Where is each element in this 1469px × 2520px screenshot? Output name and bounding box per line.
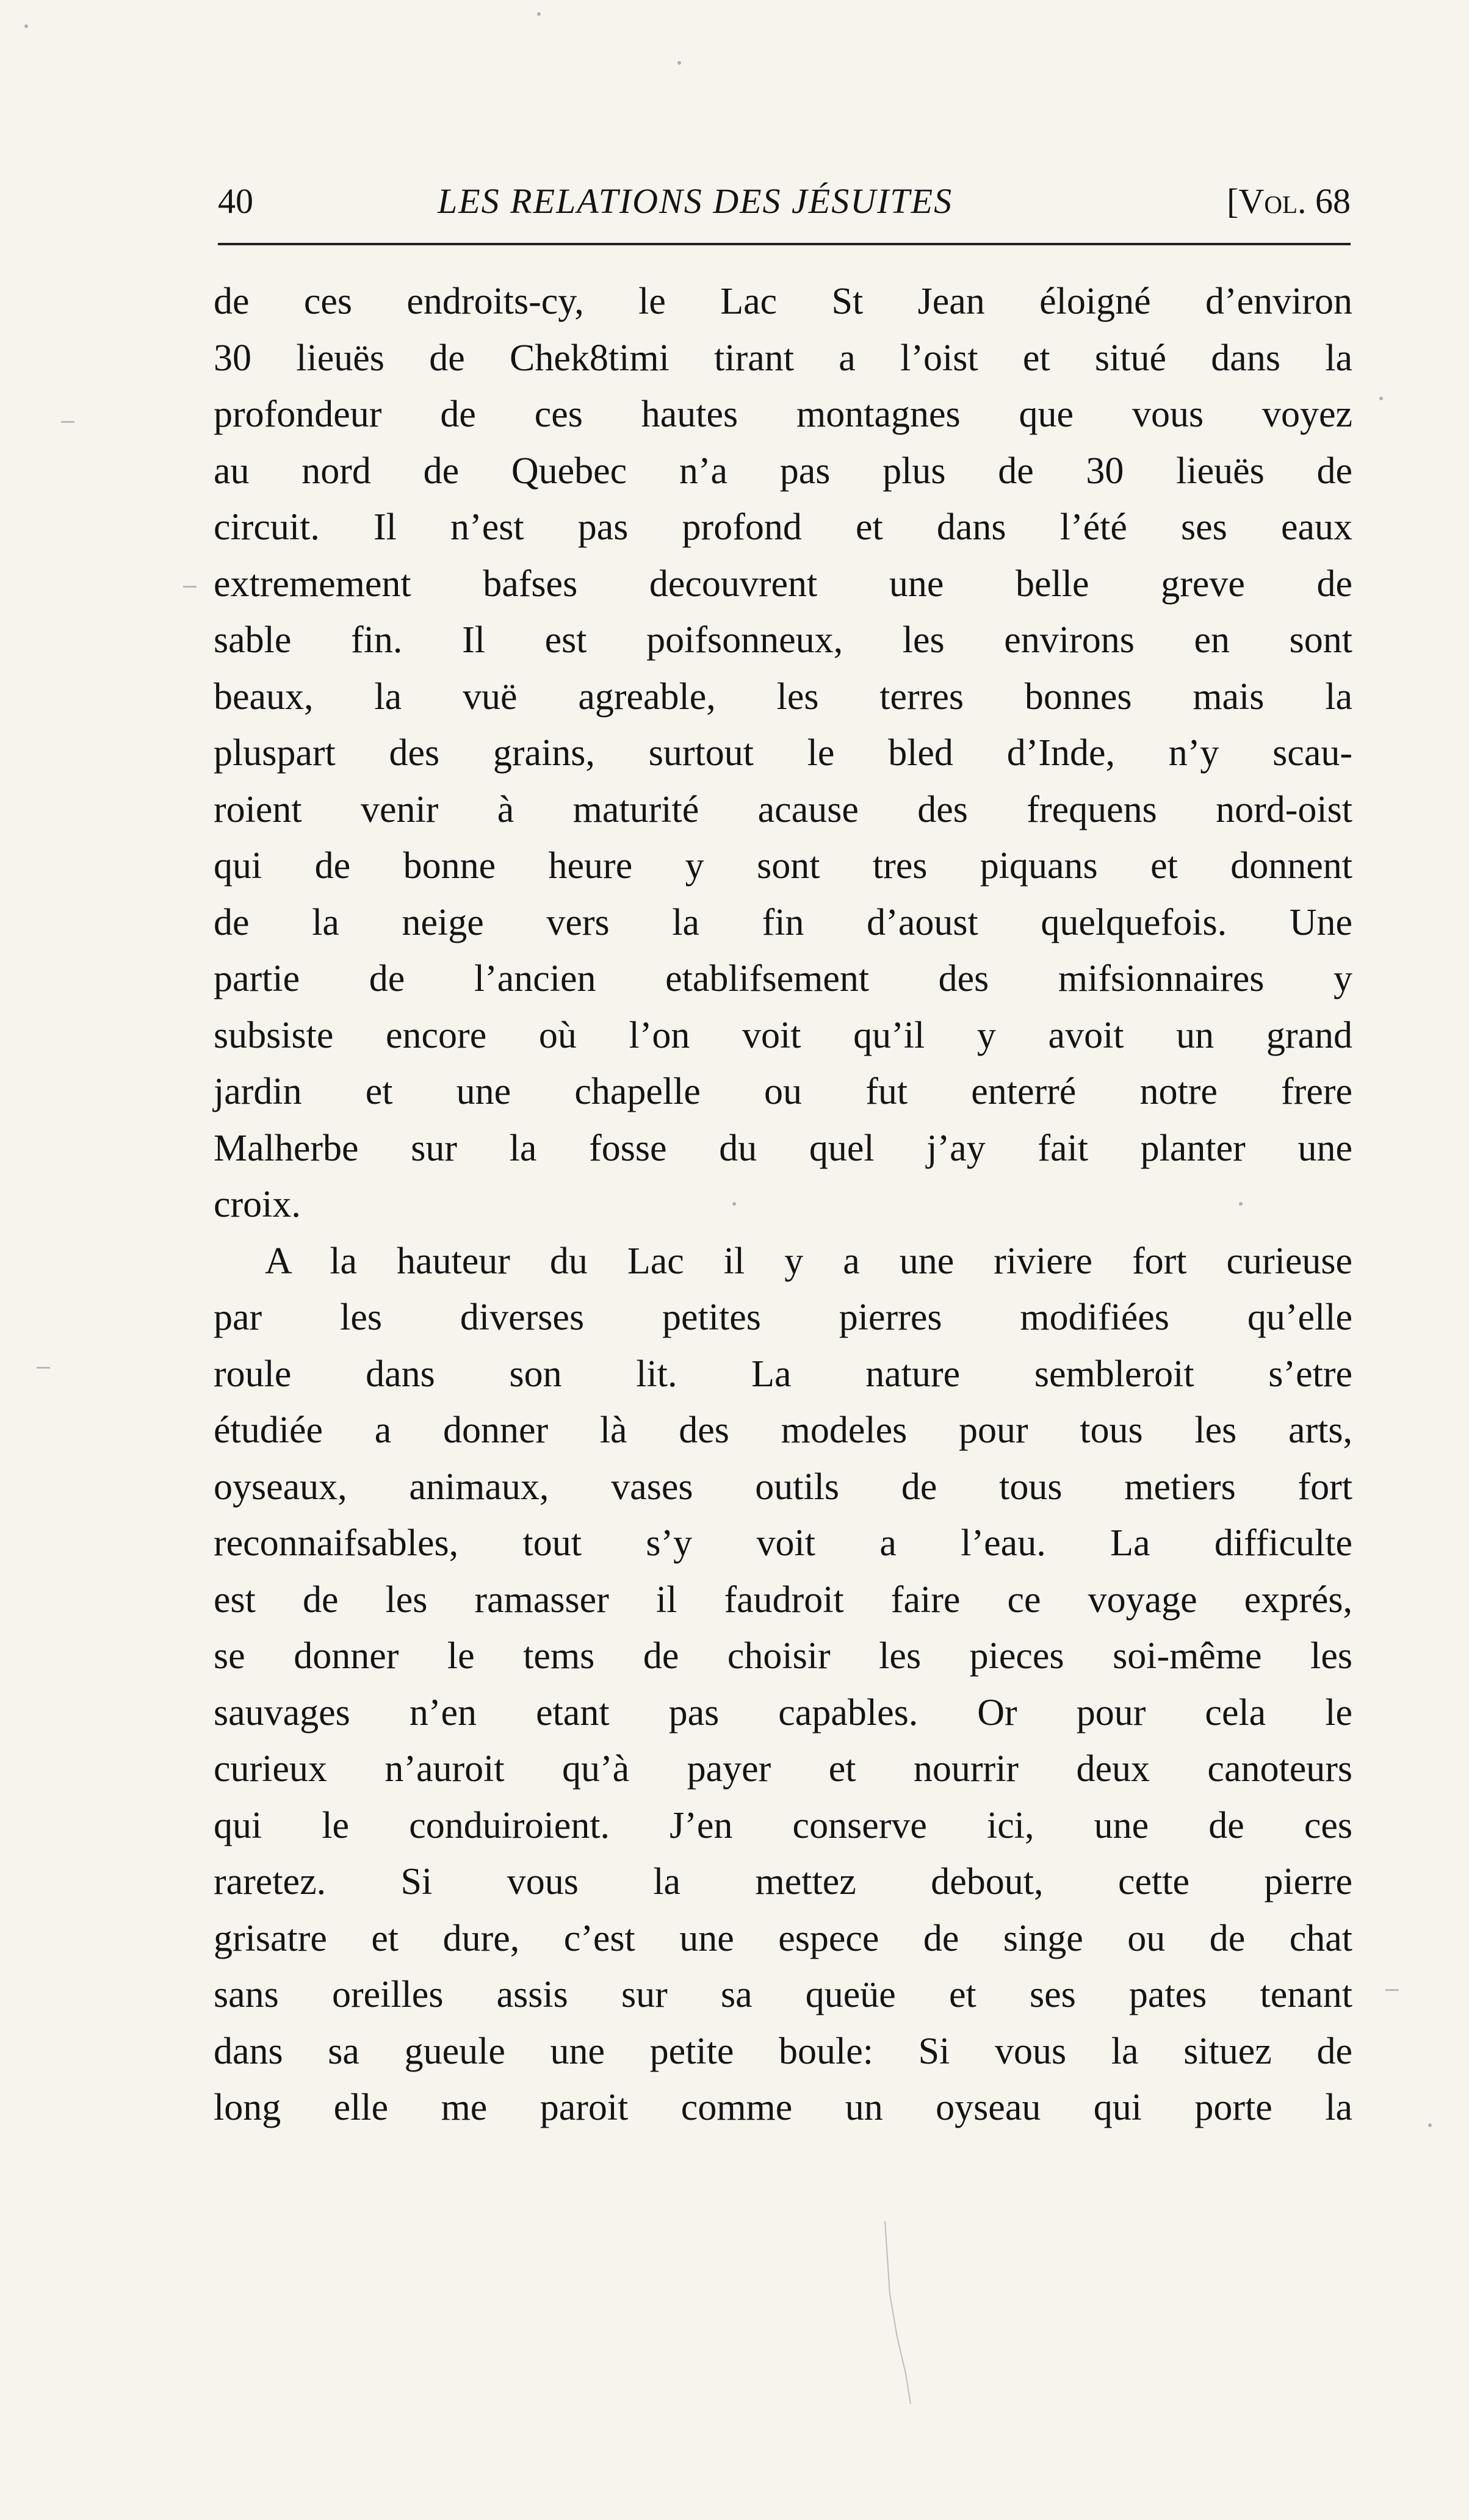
text-line: partie de l’ancien etablifsement des mifsionnaires y: [214, 958, 1352, 999]
text-line: raretez. Si vous la mettez debout, cette pierre: [214, 1861, 1352, 1903]
text-line: au nord de Quebec n’a pas plus de 30 lieuës de: [214, 450, 1352, 492]
text-line: subsiste encore où l’on voit qu’il y avoit un grand: [214, 1014, 1352, 1056]
text-line: de ces endroits-cy, le Lac St Jean éloigné d’environ: [214, 281, 1352, 322]
page-number: 40: [218, 181, 253, 221]
body-text: [214, 273, 1352, 2136]
text-line: sans oreilles assis sur sa queüe et ses pates tenant: [214, 1974, 1352, 2015]
text-line: croix.: [214, 1184, 301, 1225]
text-line: sable fin. Il est poifsonneux, les environs en sont: [214, 619, 1352, 661]
text-line: étudiée a donner là des modeles pour tous les arts,: [214, 1409, 1352, 1451]
scan-speck: [537, 12, 541, 16]
scan-speck: [1428, 2123, 1432, 2127]
text-line: qui le conduiroient. J’en conserve ici, une de ces: [214, 1804, 1352, 1846]
text-line: long elle me paroit comme un oyseau qui porte la: [214, 2087, 1352, 2128]
text-line: par les diverses petites pierres modifiées qu’elle: [214, 1297, 1352, 1338]
margin-mark: [61, 421, 74, 423]
margin-mark: [1385, 1989, 1399, 1991]
text-line: 30 lieuës de Chek8timi tirant a l’oist et situé dans la: [214, 337, 1352, 379]
running-title: LES RELATIONS DES JÉSUITES: [438, 181, 953, 221]
scan-speck: [732, 1202, 736, 1206]
text-line: grisatre et dure, c’est une espece de singe ou de chat: [214, 1917, 1352, 1959]
margin-mark: [183, 586, 197, 588]
text-line: roient venir à maturité acause des frequens nord-oist: [214, 788, 1352, 830]
paper-crease-mark: [879, 2221, 928, 2404]
text-line: A la hauteur du Lac il y a une riviere fort curieuse: [265, 1240, 1352, 1282]
scan-speck: [1239, 1202, 1243, 1206]
text-line: circuit. Il n’est pas profond et dans l’été ses eaux: [214, 506, 1352, 548]
scan-speck: [24, 24, 28, 28]
text-line: extremement bafses decouvrent une belle greve de: [214, 563, 1352, 605]
text-line: beaux, la vuë agreable, les terres bonnes mais la: [214, 675, 1352, 718]
margin-mark: [37, 1367, 50, 1369]
text-line: de la neige vers la fin d’aoust quelquefois. Une: [214, 901, 1352, 943]
header-rule: [218, 243, 1351, 245]
text-line: reconnaifsables, tout s’y voit a l’eau. La difficulte: [214, 1522, 1352, 1564]
scan-speck: [1379, 397, 1383, 400]
text-line: pluspart des grains, surtout le bled d’Inde, n’y scau-: [214, 732, 1352, 774]
text-line: profondeur de ces hautes montagnes que vous voyez: [214, 394, 1352, 435]
text-line: sauvages n’en etant pas capables. Or pour cela le: [214, 1691, 1352, 1733]
text-line: qui de bonne heure y sont tres piquans et donnent: [214, 845, 1352, 887]
text-line: jardin et une chapelle ou fut enterré notre frere: [214, 1071, 1352, 1112]
text-line: dans sa gueule une petite boule: Si vous la situez de: [214, 2030, 1352, 2072]
scan-speck: [677, 61, 681, 65]
page-header: [218, 176, 1351, 227]
volume-label: [Vol. 68: [1227, 181, 1351, 221]
text-line: curieux n’auroit qu’à payer et nourrir deux canoteurs: [214, 1748, 1352, 1790]
text-line: se donner le tems de choisir les pieces soi-même les: [214, 1635, 1352, 1677]
text-line: oyseaux, animaux, vases outils de tous metiers fort: [214, 1466, 1352, 1508]
text-line: est de les ramasser il faudroit faire ce voyage exprés,: [214, 1579, 1352, 1621]
text-line: roule dans son lit. La nature sembleroit s’etre: [214, 1353, 1352, 1395]
text-line: Malherbe sur la fosse du quel j’ay fait planter une: [214, 1127, 1352, 1169]
